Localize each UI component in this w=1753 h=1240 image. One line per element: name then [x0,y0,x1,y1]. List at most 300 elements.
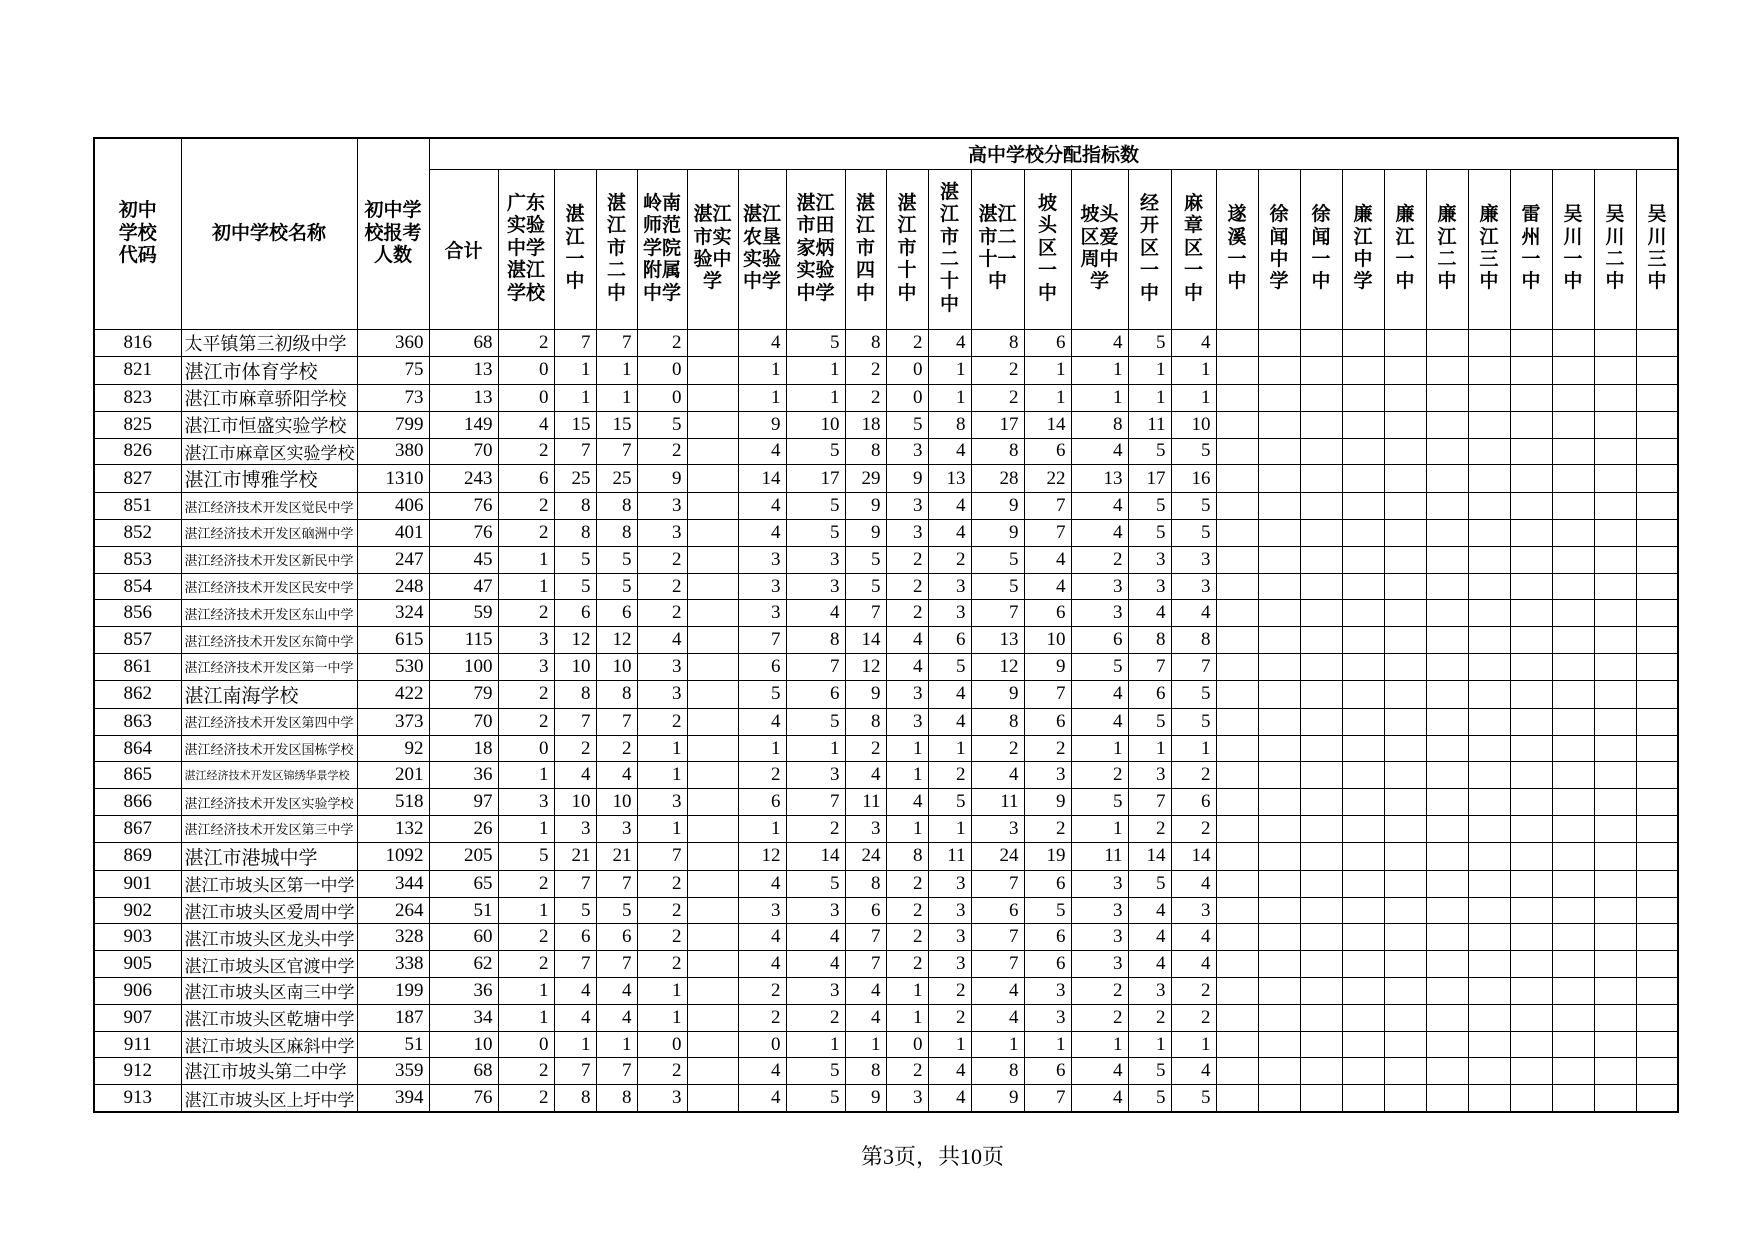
value-cell: 2 [971,735,1024,762]
value-cell [1216,329,1258,356]
value-cell [1552,762,1594,789]
total-cell: 68 [429,1058,498,1085]
value-cell: 5 [498,842,554,870]
value-cell [1384,1085,1426,1112]
value-cell: 4 [738,924,786,951]
value-cell [1426,870,1468,897]
value-cell: 5 [1171,708,1216,735]
value-cell [1384,627,1426,654]
value-cell: 1 [886,816,928,843]
value-cell [1636,1004,1678,1031]
value-cell [1300,600,1342,627]
value-cell [1510,546,1552,573]
value-cell [1342,438,1384,465]
value-cell: 2 [637,1058,687,1085]
total-cell: 79 [429,680,498,708]
value-cell [1216,1085,1258,1112]
name-cell: 湛江市麻章骄阳学校 [181,384,357,411]
value-cell [1342,842,1384,870]
value-cell: 4 [845,1004,886,1031]
value-cell: 4 [1171,870,1216,897]
value-cell [1216,735,1258,762]
value-cell: 3 [786,762,845,789]
value-cell: 4 [1071,493,1128,520]
value-cell [1468,329,1510,356]
applicants-cell: 75 [357,356,429,384]
value-cell: 9 [886,465,928,493]
value-cell: 3 [886,493,928,520]
applicants-cell: 324 [357,600,429,627]
value-cell [1258,384,1300,411]
value-cell: 7 [971,600,1024,627]
value-cell: 1 [637,1004,687,1031]
value-cell [1216,546,1258,573]
value-cell: 2 [928,1004,971,1031]
col-header-school-20-label: 廉江一中 [1395,204,1415,293]
table-row [94,411,1678,438]
value-cell: 2 [1171,762,1216,789]
value-cell [1510,411,1552,438]
value-cell: 4 [554,1004,596,1031]
value-cell [1552,842,1594,870]
value-cell [687,654,738,681]
value-cell: 6 [786,680,845,708]
table-row [94,438,1678,465]
applicants-cell: 344 [357,870,429,897]
value-cell [1384,384,1426,411]
value-cell [687,1031,738,1058]
value-cell: 2 [1171,1004,1216,1031]
total-cell: 76 [429,1085,498,1112]
value-cell: 8 [1171,627,1216,654]
value-cell: 6 [845,897,886,924]
total-cell: 205 [429,842,498,870]
value-cell [1510,735,1552,762]
name-cell: 湛江市坡头第二中学 [181,1058,357,1085]
value-cell [1468,870,1510,897]
value-cell: 6 [971,897,1024,924]
value-cell: 8 [596,493,637,520]
value-cell [1300,438,1342,465]
value-cell [1636,384,1678,411]
value-cell: 5 [971,546,1024,573]
value-cell [1468,438,1510,465]
value-cell: 2 [1071,762,1128,789]
value-cell [1552,789,1594,816]
value-cell: 1 [498,546,554,573]
value-cell: 1 [738,735,786,762]
value-cell: 3 [928,870,971,897]
table-row [94,924,1678,951]
code-cell: 907 [94,1004,181,1031]
col-header-school-26-label: 吴川三中 [1647,204,1667,293]
value-cell [1468,493,1510,520]
value-cell: 1 [928,1031,971,1058]
col-header-school-18 [1300,169,1342,329]
value-cell [1216,789,1258,816]
value-cell: 11 [971,789,1024,816]
applicants-cell: 799 [357,411,429,438]
value-cell [1342,600,1384,627]
value-cell [1510,573,1552,600]
value-cell [1426,978,1468,1005]
value-cell [687,384,738,411]
name-cell: 湛江市麻章区实验学校 [181,438,357,465]
total-cell: 13 [429,356,498,384]
table-row [94,735,1678,762]
value-cell [1342,1031,1384,1058]
value-cell [1384,1031,1426,1058]
value-cell: 4 [738,438,786,465]
name-cell: 湛江南海学校 [181,680,357,708]
value-cell: 2 [498,329,554,356]
value-cell [1510,520,1552,547]
name-cell: 湛江市坡头区官渡中学 [181,951,357,978]
value-cell [1510,356,1552,384]
value-cell: 3 [1024,1004,1071,1031]
col-header-school-10-label: 湛江市二十中 [940,181,960,315]
value-cell [1300,465,1342,493]
value-cell: 14 [1128,842,1171,870]
code-cell: 863 [94,708,181,735]
value-cell [1384,411,1426,438]
value-cell [1300,1085,1342,1112]
value-cell: 3 [886,680,928,708]
value-cell: 2 [637,329,687,356]
value-cell: 0 [886,356,928,384]
value-cell [1258,789,1300,816]
value-cell: 5 [786,520,845,547]
value-cell: 4 [928,493,971,520]
value-cell [687,411,738,438]
code-cell: 827 [94,465,181,493]
value-cell: 17 [786,465,845,493]
value-cell [1468,1031,1510,1058]
value-cell [1426,842,1468,870]
value-cell: 3 [786,573,845,600]
value-cell [1258,816,1300,843]
value-cell: 1 [1024,1031,1071,1058]
value-cell: 0 [738,1031,786,1058]
value-cell: 2 [886,600,928,627]
value-cell [1426,329,1468,356]
value-cell [1384,897,1426,924]
col-header-total: 合计 [429,169,498,329]
value-cell [1342,789,1384,816]
col-header-school-23 [1510,169,1552,329]
value-cell: 4 [1071,1085,1128,1112]
value-cell: 2 [786,816,845,843]
value-cell [1216,1004,1258,1031]
col-header-school-25-label: 吴川二中 [1605,204,1625,293]
value-cell: 3 [1128,978,1171,1005]
value-cell [1216,816,1258,843]
code-cell: 856 [94,600,181,627]
name-cell: 湛江市坡头区乾塘中学 [181,1004,357,1031]
applicants-cell: 199 [357,978,429,1005]
value-cell [1384,870,1426,897]
col-header-school-15-label: 麻章区一中 [1184,192,1204,304]
value-cell: 2 [1071,978,1128,1005]
value-cell: 3 [786,546,845,573]
value-cell [1552,735,1594,762]
value-cell: 0 [498,735,554,762]
value-cell: 2 [498,708,554,735]
value-cell: 4 [637,627,687,654]
table-row [94,762,1678,789]
col-header-school-18-label: 徐闻一中 [1311,204,1331,293]
code-cell: 821 [94,356,181,384]
value-cell: 7 [1171,654,1216,681]
value-cell: 8 [554,680,596,708]
value-cell: 12 [554,627,596,654]
value-cell [1468,465,1510,493]
code-cell: 852 [94,520,181,547]
value-cell [1636,493,1678,520]
table-row [94,870,1678,897]
value-cell [1426,627,1468,654]
value-cell: 1 [1171,356,1216,384]
value-cell: 3 [1024,762,1071,789]
value-cell: 4 [1071,680,1128,708]
value-cell [1342,978,1384,1005]
col-header-school-3-label: 湛江市二中 [607,192,627,304]
value-cell: 5 [1128,493,1171,520]
value-cell: 5 [1171,520,1216,547]
value-cell: 6 [554,924,596,951]
value-cell: 10 [596,654,637,681]
col-header-school-11 [971,169,1024,329]
value-cell: 4 [1024,573,1071,600]
value-cell [1384,1058,1426,1085]
value-cell: 1 [596,1031,637,1058]
value-cell: 6 [1024,1058,1071,1085]
value-cell: 5 [786,493,845,520]
value-cell: 12 [596,627,637,654]
value-cell [1258,654,1300,681]
value-cell: 4 [928,1085,971,1112]
value-cell [1468,735,1510,762]
name-cell: 湛江经济技术开发区实验学校 [181,789,357,816]
applicants-cell: 359 [357,1058,429,1085]
value-cell [1552,654,1594,681]
value-cell [1594,329,1636,356]
value-cell: 7 [971,951,1024,978]
applicants-cell: 328 [357,924,429,951]
value-cell [1594,654,1636,681]
value-cell: 14 [738,465,786,493]
value-cell [1216,600,1258,627]
name-cell: 湛江经济技术开发区锦绣华景学校 [181,762,357,789]
value-cell [687,1085,738,1112]
value-cell: 4 [928,708,971,735]
value-cell: 3 [1071,951,1128,978]
value-cell: 2 [498,520,554,547]
value-cell: 2 [1024,735,1071,762]
value-cell: 2 [928,978,971,1005]
value-cell [1426,1085,1468,1112]
table-row [94,978,1678,1005]
value-cell: 1 [637,735,687,762]
value-cell [1300,708,1342,735]
value-cell [1594,520,1636,547]
value-cell [1552,411,1594,438]
value-cell [1636,951,1678,978]
quota-table [93,137,1679,1113]
value-cell [1300,789,1342,816]
name-cell: 湛江经济技术开发区硇洲中学 [181,520,357,547]
value-cell [1594,951,1636,978]
value-cell: 5 [1071,789,1128,816]
applicants-cell: 394 [357,1085,429,1112]
code-cell: 865 [94,762,181,789]
value-cell: 2 [886,546,928,573]
value-cell [1384,438,1426,465]
value-cell [1636,329,1678,356]
value-cell [1258,465,1300,493]
table-row [94,842,1678,870]
value-cell: 5 [596,897,637,924]
value-cell: 1 [596,384,637,411]
value-cell [1384,1004,1426,1031]
value-cell [1552,600,1594,627]
value-cell: 8 [554,1085,596,1112]
code-cell: 854 [94,573,181,600]
value-cell [1300,520,1342,547]
code-cell: 913 [94,1085,181,1112]
value-cell: 9 [971,493,1024,520]
value-cell [1636,465,1678,493]
value-cell: 2 [637,897,687,924]
total-cell: 65 [429,870,498,897]
value-cell [1636,816,1678,843]
value-cell: 2 [886,1058,928,1085]
value-cell [1342,654,1384,681]
value-cell [1300,897,1342,924]
value-cell [1552,627,1594,654]
value-cell [1216,708,1258,735]
value-cell [1300,951,1342,978]
value-cell: 4 [738,951,786,978]
value-cell: 4 [1071,708,1128,735]
value-cell [1552,1058,1594,1085]
value-cell: 2 [845,735,886,762]
name-cell: 湛江市博雅学校 [181,465,357,493]
table-header [94,138,1678,329]
value-cell [1216,978,1258,1005]
value-cell: 29 [845,465,886,493]
value-cell: 6 [1024,329,1071,356]
table-row [94,465,1678,493]
value-cell [1468,951,1510,978]
value-cell: 3 [928,924,971,951]
value-cell: 7 [1128,789,1171,816]
col-header-school-10 [928,169,971,329]
col-header-school-19 [1342,169,1384,329]
value-cell: 2 [886,924,928,951]
name-cell: 太平镇第三初级中学 [181,329,357,356]
value-cell: 9 [845,493,886,520]
col-header-school-9 [886,169,928,329]
value-cell [1384,789,1426,816]
value-cell: 4 [1128,897,1171,924]
value-cell [1426,735,1468,762]
value-cell: 2 [637,924,687,951]
value-cell [1258,735,1300,762]
value-cell: 1 [498,978,554,1005]
value-cell: 0 [637,356,687,384]
value-cell [1552,978,1594,1005]
value-cell: 7 [1024,680,1071,708]
value-cell [1426,546,1468,573]
value-cell: 5 [1171,680,1216,708]
col-header-school-3 [596,169,637,329]
value-cell: 9 [1024,789,1071,816]
value-cell [1342,356,1384,384]
value-cell [1426,1058,1468,1085]
total-cell: 76 [429,520,498,547]
table-row [94,680,1678,708]
value-cell: 5 [971,573,1024,600]
col-header-school-name [181,138,357,329]
col-header-school-4-label: 岭南师范学院附属中学 [643,192,682,304]
total-cell: 243 [429,465,498,493]
value-cell: 7 [596,870,637,897]
value-cell: 15 [554,411,596,438]
total-cell: 68 [429,329,498,356]
value-cell: 2 [1171,978,1216,1005]
value-cell: 8 [971,708,1024,735]
table-row [94,1004,1678,1031]
value-cell: 0 [637,384,687,411]
name-cell: 湛江经济技术开发区第三中学 [181,816,357,843]
value-cell [1342,329,1384,356]
applicants-cell: 422 [357,680,429,708]
value-cell: 3 [1071,870,1128,897]
value-cell [1636,627,1678,654]
value-cell: 5 [554,897,596,924]
value-cell: 1 [498,762,554,789]
value-cell: 7 [845,600,886,627]
value-cell: 2 [637,870,687,897]
value-cell [1636,1058,1678,1085]
col-header-school-1 [498,169,554,329]
value-cell: 3 [886,708,928,735]
value-cell: 13 [971,627,1024,654]
value-cell: 3 [886,438,928,465]
value-cell [1300,1058,1342,1085]
value-cell [687,924,738,951]
total-cell: 115 [429,627,498,654]
value-cell [1552,708,1594,735]
value-cell [1636,924,1678,951]
value-cell [1426,465,1468,493]
value-cell [1594,870,1636,897]
value-cell: 2 [637,951,687,978]
total-cell: 76 [429,493,498,520]
table-row [94,600,1678,627]
value-cell: 4 [971,1004,1024,1031]
value-cell [1342,520,1384,547]
value-cell: 19 [1024,842,1071,870]
value-cell [1342,762,1384,789]
value-cell: 3 [1171,897,1216,924]
value-cell [687,573,738,600]
value-cell [1636,654,1678,681]
value-cell: 1 [498,897,554,924]
value-cell [1552,1085,1594,1112]
value-cell: 1 [1071,356,1128,384]
